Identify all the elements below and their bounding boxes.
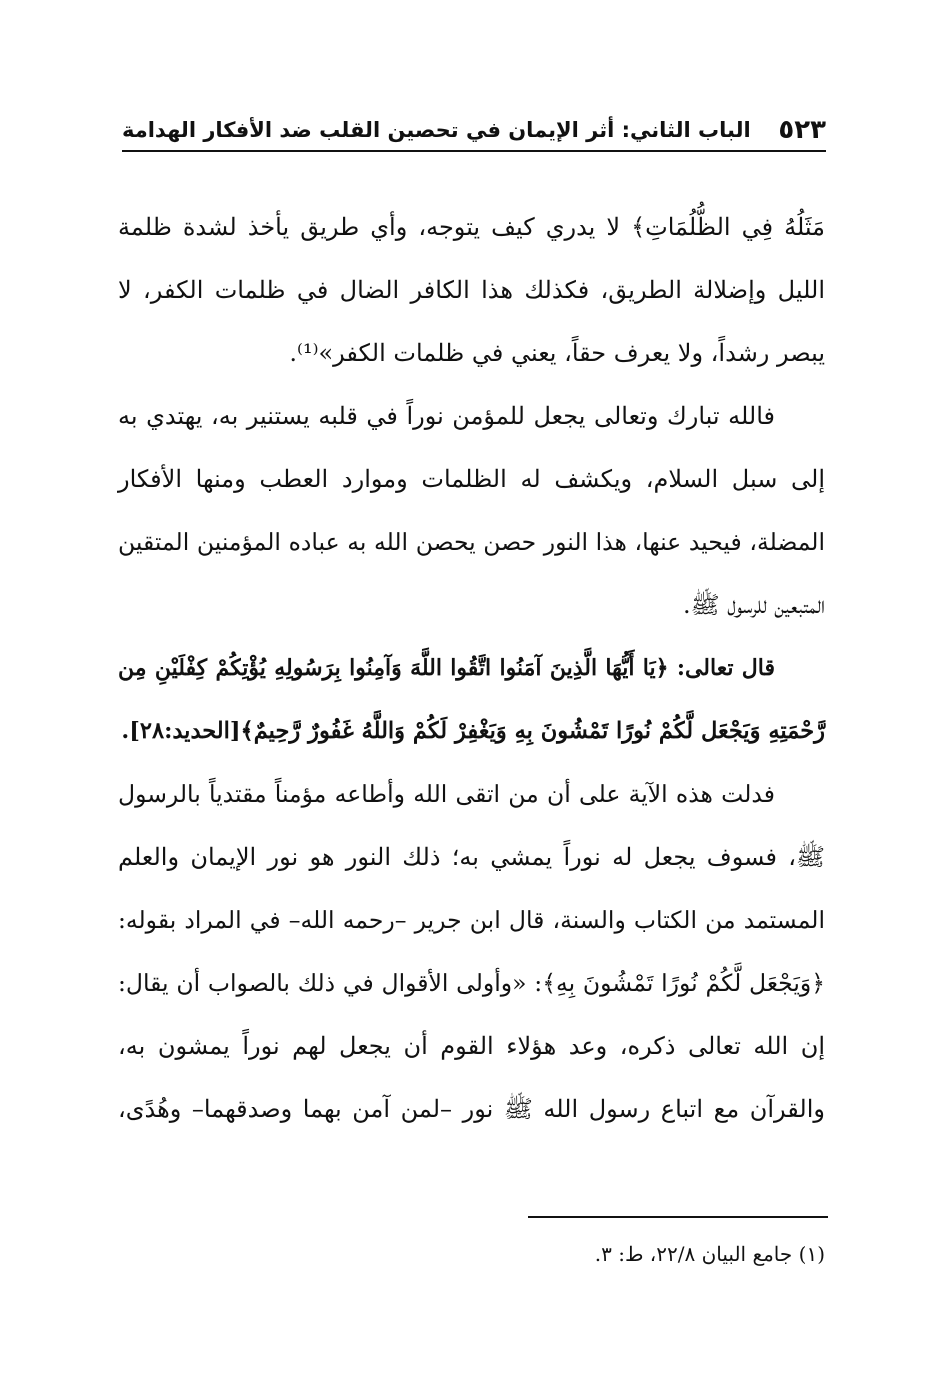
footnote: (١) جامع البيان ٢٢/٨، ط: ٣.: [594, 1242, 825, 1266]
footnote-separator: [528, 1216, 828, 1218]
quran-verse-line: قال تعالى: ﴿يَا أَيُّهَا الَّذِينَ آمَنُوا اتَّقُوا اللَّهَ وَآمِنُوا بِرَسُولِهِ يُؤْتِكُمْ كِفْلَيْنِ مِن: [118, 655, 775, 681]
text-line: الليل وإضلالة الطريق، فكذلك هذا الكافر الضال في ظلمات الكفر، لا: [118, 276, 825, 304]
text-line: المستمد من الكتاب والسنة، قال ابن جرير –رحمه الله– في المراد بقوله:: [118, 906, 825, 934]
text-line: المتبعين للرسول ﷺ.: [682, 591, 825, 619]
text-line: يبصر رشداً، ولا يعرف حقاً، يعني في ظلمات الكفر»⁽¹⁾.: [289, 339, 825, 367]
text-line: ﷺ، فسوف يجعل له نوراً يمشي به؛ ذلك النور هو نور الإيمان والعلم: [118, 843, 825, 871]
text-line: إلى سبل السلام، ويكشف له الظلمات وموارد العطب ومنها الأفكار: [118, 465, 825, 493]
text-line: مَثَلُهُ فِي الظُّلُمَاتِ﴾ لا يدري كيف يتوجه، وأي طريق يأخذ لشدة ظلمة: [118, 213, 825, 241]
text-line: فالله تبارك وتعالى يجعل للمؤمن نوراً في قلبه يستنير به، يهتدي به: [118, 402, 775, 430]
running-header: [122, 110, 826, 152]
text-line: المضلة، فيحيد عنها، هذا النور حصن يحصن الله به عباده المؤمنين المتقين: [118, 528, 825, 556]
quran-verse-line: رَّحْمَتِهِ وَيَجْعَل لَّكُمْ نُورًا تَمْشُونَ بِهِ وَيَغْفِرْ لَكُمْ وَاللَّهُ غَفُورٌ رَّحِيمٌ﴾[الحديد:٢٨].: [121, 718, 825, 744]
text-line: ﴿وَيَجْعَل لَّكُمْ نُورًا تَمْشُونَ بِهِ﴾: «وأولى الأقوال في ذلك بالصواب أن يقال:: [118, 969, 825, 997]
text-line: فدلت هذه الآية على أن من اتقى الله وأطاعه مؤمناً مقتدياً بالرسول: [118, 780, 775, 808]
text-line: والقرآن مع اتباع رسول الله ﷺ نور –لمن آمن بهما وصدقهما– وهُدًى،: [118, 1095, 825, 1123]
text-line: إن الله تعالى ذكره، وعد هؤلاء القوم أن يجعل لهم نوراً يمشون به،: [118, 1032, 825, 1060]
body-text: [118, 196, 825, 1141]
page-number: ٥٢٣: [778, 115, 826, 145]
chapter-title: الباب الثاني: أثر الإيمان في تحصين القلب ضد الأفكار الهدامة: [122, 118, 751, 142]
